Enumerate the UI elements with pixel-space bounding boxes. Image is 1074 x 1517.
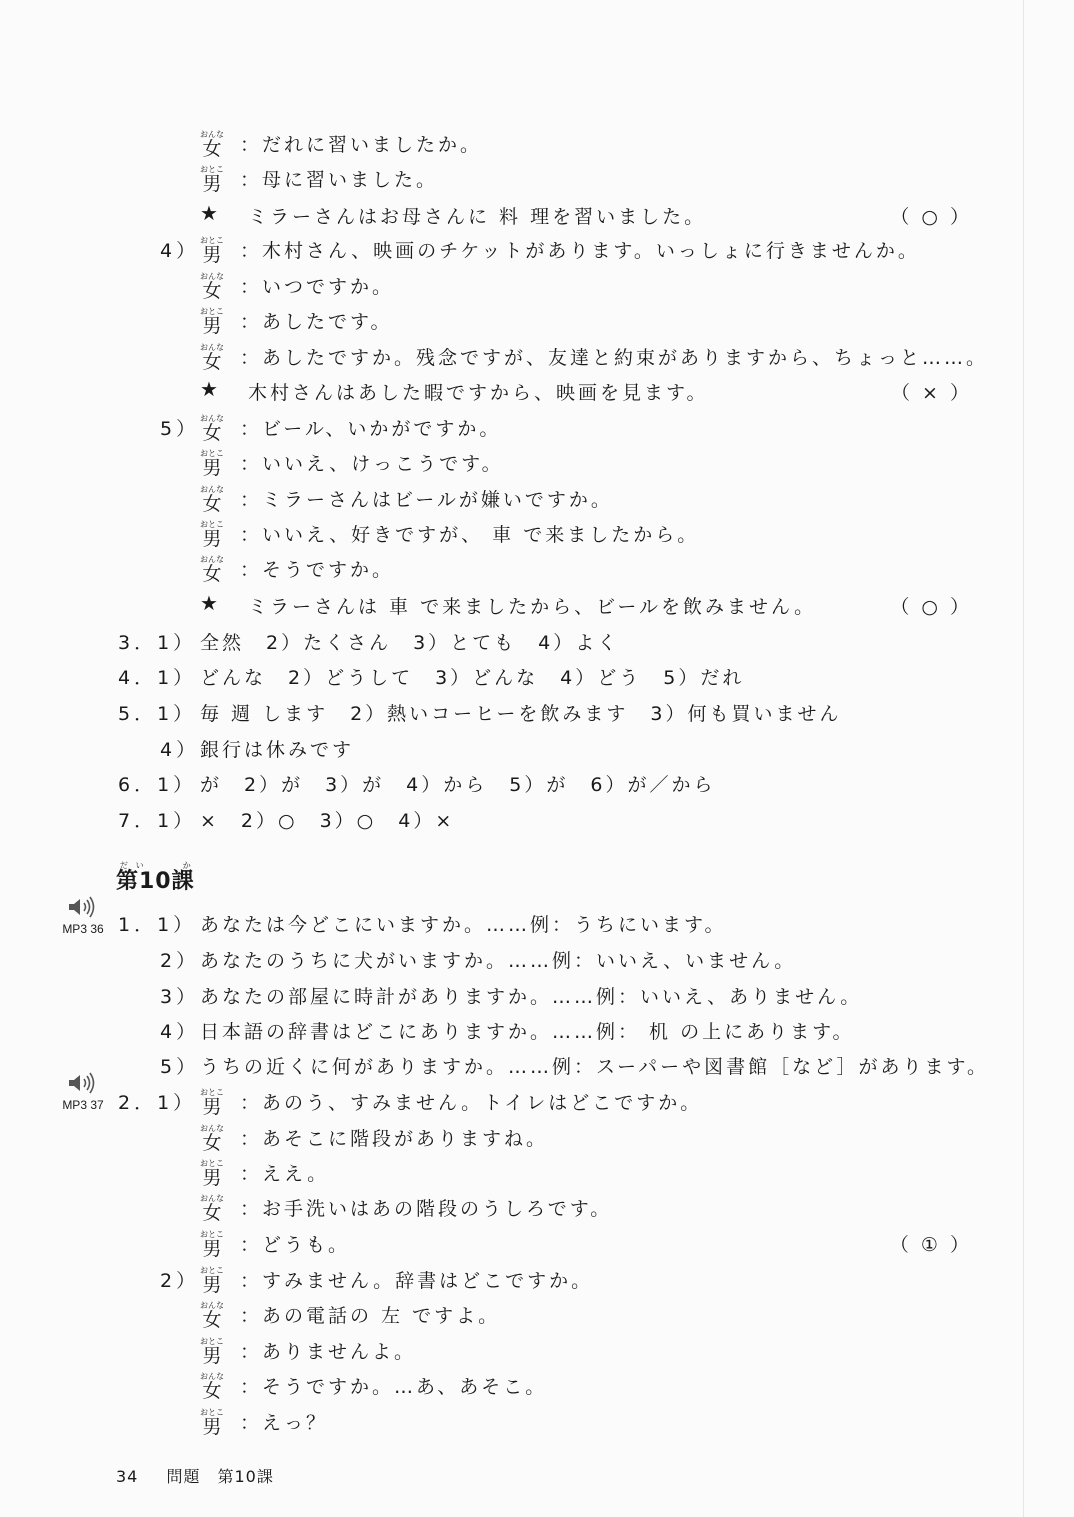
mp3-label: MP3 37 — [62, 1098, 104, 1112]
dialogue-line — [0, 155, 1074, 195]
answer-text: が 2）が 3）が 4）から 5）が 6）が／から — [200, 774, 716, 796]
dialogue-line — [0, 1327, 1074, 1367]
statement-line — [0, 582, 1074, 616]
question-line — [0, 936, 1074, 970]
line-text: ：木村さん、映画のチケットがあります。いっしょに行きませんか。 — [240, 240, 920, 262]
dialogue-line — [0, 1149, 1074, 1189]
item-number: 4） — [160, 1021, 200, 1043]
question-text: 日本語の辞書はどこにありますか。……例： 机 の上にあります。 — [200, 1021, 855, 1043]
item-number: 6．1） — [118, 774, 197, 796]
question-text: うちの近くに何がありますか。……例：スーパーや図書館［など］があります。 — [200, 1056, 989, 1078]
answer-line — [0, 689, 1074, 723]
item-number: 2） — [160, 950, 200, 972]
dialogue-line — [0, 1256, 1074, 1296]
answer-line — [0, 760, 1074, 794]
line-text: ：えっ？ — [240, 1412, 329, 1434]
question-line — [0, 972, 1074, 1006]
speaker: 男おとこ — [200, 1230, 224, 1260]
dialogue-line — [0, 1220, 1074, 1260]
question-line — [0, 900, 1074, 934]
answer-text: どんな 2）どうして 3）どんな 4）どう 5）だれ — [200, 667, 745, 689]
dialogue-line — [0, 545, 1074, 585]
dialogue-line — [0, 226, 1074, 266]
speaker: 女おんな — [200, 555, 224, 585]
item-number: 1．1） — [118, 914, 197, 936]
dialogue-line — [0, 1362, 1074, 1402]
item-number: 3） — [160, 986, 200, 1008]
page-footer — [116, 1464, 296, 1487]
speaker: 男おとこ — [200, 1159, 224, 1189]
speaker: 男おとこ — [200, 1088, 224, 1118]
footer-label: 問題 第10課 — [166, 1467, 274, 1486]
question-text: あなたの部屋に時計がありますか。……例：いいえ、ありません。 — [200, 986, 863, 1008]
line-text: ：そうですか。…あ、あそこ。 — [240, 1376, 548, 1398]
line-text: ：あしたですか。残念ですが、友達と約束がありますから、ちょっと……。 — [240, 347, 989, 369]
dialogue-line — [0, 475, 1074, 515]
star-icon: ★ — [200, 201, 218, 225]
answer-mark: （ ○ ） — [890, 596, 972, 618]
question-line — [0, 1042, 1074, 1076]
line-text: ：あそこに階段がありますね。 — [240, 1128, 549, 1150]
question-line — [0, 1007, 1074, 1041]
question-text: あなたのうちに犬がいますか。……例：いいえ、いません。 — [200, 950, 797, 972]
statement-text: ミラーさんは 車 で来ましたから、ビールを飲みません。 — [248, 596, 817, 618]
speaker: 女おんな — [200, 1124, 224, 1154]
line-text: ：ありませんよ。 — [240, 1341, 417, 1363]
answer-text: 全然 2）たくさん 3）とても 4）よく — [200, 632, 620, 654]
dialogue-line — [0, 333, 1074, 373]
line-text: ：ええ。 — [240, 1163, 330, 1185]
item-number: 4） — [160, 739, 200, 761]
answer-line — [0, 725, 1074, 759]
line-text: ：いつですか。 — [240, 276, 395, 298]
speaker: 女おんな — [200, 414, 224, 444]
line-text: ：いいえ、けっこうです。 — [240, 453, 504, 475]
speaker: 男おとこ — [200, 449, 224, 479]
question-text: あなたは今どこにいますか。……例：うちにいます。 — [200, 914, 727, 936]
speaker: 男おとこ — [200, 1266, 224, 1296]
dialogue-line — [0, 1184, 1074, 1224]
speaker: 女おんな — [200, 1372, 224, 1402]
answer-mark: （ ○ ） — [890, 206, 972, 228]
item-number: 4） — [160, 240, 200, 262]
line-text: ：あしたです。 — [240, 311, 393, 333]
speaker: 女おんな — [200, 485, 224, 515]
star-icon: ★ — [200, 591, 218, 615]
speaker: 男おとこ — [200, 520, 224, 550]
line-text: ：ビール、いかがですか。 — [240, 418, 502, 440]
speaker: 男おとこ — [200, 1408, 224, 1438]
line-text: ：いいえ、好きですが、 車 で来ましたから。 — [240, 524, 700, 546]
dialogue-line — [0, 297, 1074, 337]
mp3-label: MP3 36 — [62, 922, 104, 936]
dialogue-line — [0, 439, 1074, 479]
item-number: 2．1） — [118, 1092, 197, 1114]
speaker: 男おとこ — [200, 307, 224, 337]
answer-mark: （ × ） — [891, 382, 972, 404]
dialogue-line — [0, 1078, 1074, 1118]
item-number: 5） — [160, 1056, 200, 1078]
item-number: 7．1） — [118, 810, 197, 832]
speaker: 女おんな — [200, 343, 224, 373]
statement-text: 木村さんはあした暇ですから、映画を見ます。 — [248, 382, 709, 404]
line-text: ：あのう、すみません。トイレはどこですか。 — [240, 1092, 703, 1114]
line-text: ：あの電話の 左 ですよ。 — [240, 1305, 501, 1327]
item-number: 5．1） — [118, 703, 197, 725]
dialogue-line — [0, 1291, 1074, 1331]
dialogue-line — [0, 262, 1074, 302]
statement-line — [0, 192, 1074, 226]
answer-line — [0, 653, 1074, 687]
speaker: 女おんな — [200, 272, 224, 302]
speaker: 女おんな — [200, 130, 224, 160]
answer-line — [0, 618, 1074, 652]
item-number: 4．1） — [118, 667, 197, 689]
speaker: 男おとこ — [200, 236, 224, 266]
dialogue-line — [0, 510, 1074, 550]
line-text: ：すみません。辞書はどこですか。 — [240, 1270, 594, 1292]
speaker: 女おんな — [200, 1301, 224, 1331]
item-number: 5） — [160, 418, 200, 440]
dialogue-line — [0, 404, 1074, 444]
speaker: 女おんな — [200, 1194, 224, 1224]
page-number: 34 — [116, 1467, 139, 1486]
line-text: ：母に習いました。 — [240, 169, 439, 191]
speaker: 男おとこ — [200, 1337, 224, 1367]
speaker: 男おとこ — [200, 165, 224, 195]
line-text: ：お手洗いはあの階段のうしろです。 — [240, 1198, 613, 1220]
star-icon: ★ — [200, 377, 218, 401]
answer-text: × 2）○ 3）○ 4）× — [200, 810, 455, 832]
line-text: ：そうですか。 — [240, 559, 395, 581]
statement-text: ミラーさんはお母さんに 料 理を習いました。 — [248, 206, 707, 228]
lesson-heading: 第10課だい か — [116, 861, 195, 894]
line-text: ：どうも。 — [240, 1234, 351, 1256]
answer-text: 銀行は休みです — [200, 739, 355, 761]
answer-mark: （ ① ） — [889, 1234, 972, 1256]
item-number: 3．1） — [118, 632, 197, 654]
answer-text: 毎 週 します 2）熱いコーヒーを飲みます 3）何も買いません — [200, 703, 842, 725]
dialogue-line — [0, 1398, 1074, 1438]
line-text: ：ミラーさんはビールが嫌いですか。 — [240, 489, 613, 511]
item-number: 2） — [160, 1270, 200, 1292]
answer-line — [0, 796, 1074, 830]
line-text: ：だれに習いましたか。 — [240, 134, 483, 156]
dialogue-line — [0, 1114, 1074, 1154]
dialogue-line — [0, 120, 1074, 160]
statement-line — [0, 368, 1074, 402]
